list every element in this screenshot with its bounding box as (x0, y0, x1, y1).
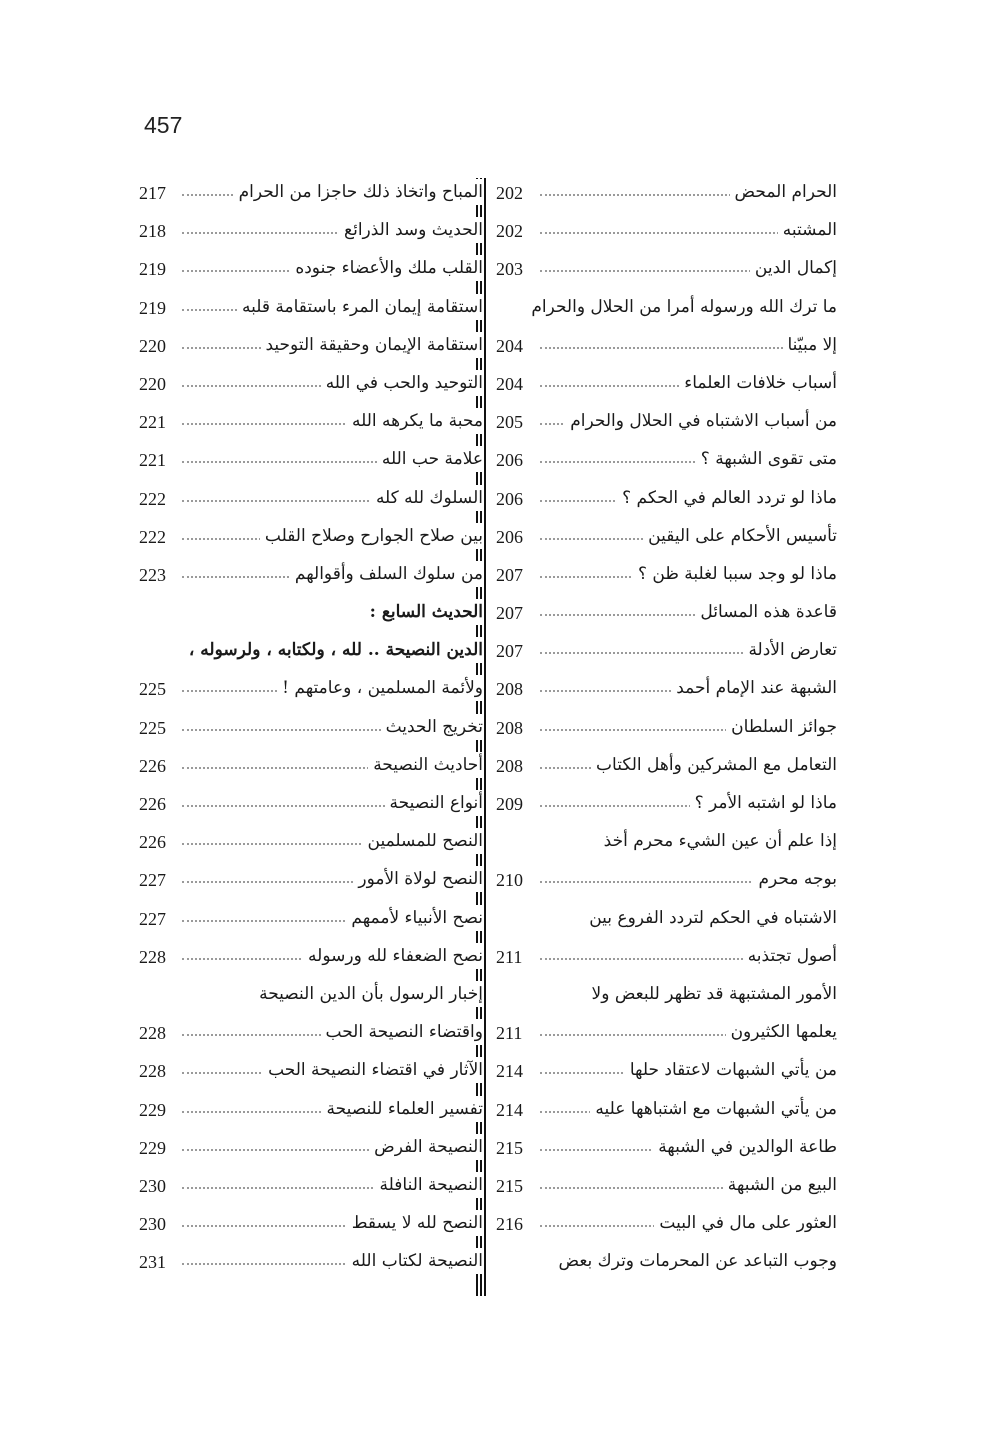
toc-entry-title: إلا مبيّنا (783, 332, 838, 358)
toc-entry (136, 595, 483, 633)
toc-entry-title: ولأئمة المسلمين ، وعامتهم ! (277, 675, 483, 701)
toc-entry-page: 229 (139, 1098, 179, 1122)
toc-entry-title: من يأتي الشبهات مع اشتباهها عليه (590, 1096, 837, 1122)
toc-entry-page: 206 (496, 525, 536, 549)
toc-entry (136, 442, 483, 480)
toc-entry-title: من يأتي الشبهات لاعتقاد حلها (625, 1057, 837, 1083)
toc-entry-title: يعلمها الكثيرون (726, 1019, 837, 1045)
toc-entry (136, 519, 483, 557)
toc-entry-title: المشتبه (778, 217, 837, 243)
toc-entry-title: الدين النصيحة .. لله ، ولكتابه ، ولرسوله ، (184, 637, 483, 663)
toc-entry-title: النصح لولاة الأمور (353, 866, 483, 892)
toc-entry (490, 939, 837, 977)
toc-entry (490, 519, 837, 557)
toc-entry-title: السلوك لله كله (371, 485, 483, 511)
toc-entry-title: النصيحة الفرض (369, 1134, 483, 1160)
toc-entry-page: 227 (139, 868, 179, 892)
toc-entry-title: محبة ما يكرهه الله (347, 408, 483, 434)
toc-entry-title: الأمور المشتبهة قد تظهر للبعض ولا (587, 981, 837, 1007)
toc-entry-title: أصول تجتذبه (743, 943, 837, 969)
toc-entry-page: 226 (139, 792, 179, 816)
toc-entry-title: إذا علم أن عين الشيء محرم أخذ (599, 828, 837, 854)
toc-entry (136, 213, 483, 251)
toc-entry (136, 748, 483, 786)
toc-entry-title: جوائز السلطان (726, 714, 837, 740)
toc-entry-page: 211 (496, 945, 536, 969)
toc-entry-title: واقتضاء النصيحة الحب (321, 1019, 483, 1045)
toc-entry (136, 671, 483, 709)
toc-entry-title: قاعدة هذه المسائل (695, 599, 837, 625)
toc-entry-title: النصح للمسلمين (363, 828, 483, 854)
toc-entry (490, 671, 837, 709)
toc-entry (490, 977, 837, 1015)
toc-entry (136, 175, 483, 213)
toc-entry-page: 230 (139, 1174, 179, 1198)
toc-entry-title: النصيحة لكتاب الله (347, 1248, 483, 1274)
toc-entry-title: أنواع النصيحة (385, 790, 484, 816)
toc-entry-page: 206 (496, 487, 536, 511)
toc-entry (136, 939, 483, 977)
toc-entry-page: 208 (496, 677, 536, 701)
toc-entry (136, 328, 483, 366)
toc-entry (490, 901, 837, 939)
toc-entry-page: 229 (139, 1136, 179, 1160)
toc-entry (136, 557, 483, 595)
toc-entry-title: الشبهة عند الإمام أحمد (671, 675, 837, 701)
toc-entry (136, 481, 483, 519)
toc-entry (490, 1015, 837, 1053)
toc-entry-title: نصح الضعفاء لله ورسوله (303, 943, 483, 969)
toc-entry-page: 217 (139, 181, 179, 205)
toc-entry-title: متى تقوى الشبهة ؟ (696, 446, 837, 472)
toc-entry-page: 220 (139, 334, 179, 358)
toc-entry-page: 215 (496, 1174, 536, 1198)
toc-entry-title: العثور على مال في البيت (654, 1210, 837, 1236)
toc-entry-title: بوجه محرم (753, 866, 837, 892)
toc-entry (490, 213, 837, 251)
toc-entry-title: تخريج الحديث (381, 714, 483, 740)
toc-entry-page: 231 (139, 1250, 179, 1274)
toc-entry (136, 1244, 483, 1282)
toc-entry (136, 1168, 483, 1206)
toc-entry-title: علامة حب الله (377, 446, 483, 472)
toc-entry-page: 203 (496, 257, 536, 281)
toc-entry (490, 251, 837, 289)
toc-entry-title: إكمال الدين (750, 255, 837, 281)
toc-entry-title: تعارض الأدلة (743, 637, 837, 663)
toc-entry-page: 225 (139, 677, 179, 701)
toc-entry (490, 1244, 837, 1282)
toc-entry (490, 595, 837, 633)
toc-entry-title: المباح واتخاذ ذلك حاجزا من الحرام (234, 179, 483, 205)
toc-entry-page: 226 (139, 754, 179, 778)
toc-entry (490, 290, 837, 328)
toc-entry (490, 481, 837, 519)
toc-entry-title: أسباب خلافات العلماء (679, 370, 837, 396)
toc-entry-title: الحديث وسد الذرائع (339, 217, 483, 243)
toc-entry (136, 977, 483, 1015)
toc-entry-title: الآثار في اقتضاء النصيحة الحب (263, 1057, 483, 1083)
toc-entry (490, 824, 837, 862)
toc-entry (490, 442, 837, 480)
toc-entry (136, 862, 483, 900)
toc-entry-title: التعامل مع المشركين وأهل الكتاب (591, 752, 837, 778)
toc-entry-page: 210 (496, 868, 536, 892)
toc-entry (136, 710, 483, 748)
toc-entry-page: 202 (496, 219, 536, 243)
toc-entry-title: ما ترك الله ورسوله أمرا من الحلال والحرام (526, 294, 837, 320)
toc-entry-page: 221 (139, 410, 179, 434)
toc-entry (490, 366, 837, 404)
toc-entry (136, 901, 483, 939)
toc-entry (490, 175, 837, 213)
toc-entry (136, 366, 483, 404)
toc-entry (136, 290, 483, 328)
toc-entry (490, 1053, 837, 1091)
toc-entry-title: وجوب التباعد عن المحرمات وترك بعض (554, 1248, 837, 1274)
toc-entry-page: 204 (496, 334, 536, 358)
toc-entry-page: 214 (496, 1059, 536, 1083)
toc-entry-title: من أسباب الاشتباه في الحلال والحرام (565, 408, 837, 434)
toc-entry-title: طاعة الوالدين في الشبهة (653, 1134, 837, 1160)
toc-entry-page: 227 (139, 907, 179, 931)
toc-entry-page: 228 (139, 945, 179, 969)
toc-entry (136, 824, 483, 862)
toc-entry-page: 223 (139, 563, 179, 587)
toc-entry-page: 208 (496, 716, 536, 740)
toc-entry-page: 214 (496, 1098, 536, 1122)
toc-entry-title: تأسيس الأحكام على اليقين (643, 523, 837, 549)
toc-entry-page: 228 (139, 1059, 179, 1083)
toc-entry (490, 710, 837, 748)
toc-entry-title: التوحيد والحب في الله (321, 370, 483, 396)
toc-entry (136, 786, 483, 824)
toc-entry-title: استقامة الإيمان وحقيقة التوحيد (261, 332, 484, 358)
toc-entry-page: 228 (139, 1021, 179, 1045)
page-number: 457 (144, 112, 183, 138)
toc-entry-title: من سلوك السلف وأقوالهم (290, 561, 483, 587)
toc-entry-page: 207 (496, 601, 536, 625)
toc-entry-page: 216 (496, 1212, 536, 1236)
toc-entry (490, 633, 837, 671)
toc-entry-page: 221 (139, 448, 179, 472)
toc-entry-title: بين صلاح الجوارح وصلاح القلب (260, 523, 483, 549)
toc-entry-page: 219 (139, 296, 179, 320)
toc-entry-title: الحديث السابع : (365, 599, 483, 625)
toc-entry-page: 206 (496, 448, 536, 472)
toc-entry (490, 1206, 837, 1244)
toc-entry (136, 404, 483, 442)
toc-entry-page: 230 (139, 1212, 179, 1236)
toc-entry-title: القلب ملك والأعضاء جنوده (290, 255, 483, 281)
toc-entry (490, 328, 837, 366)
toc-entry-title: الاشتباه في الحكم لتردد الفروع بين (584, 905, 837, 931)
toc-entry-page: 225 (139, 716, 179, 740)
toc-entry-page: 207 (496, 639, 536, 663)
toc-entry-title: ماذا لو اشتبه الأمر ؟ (690, 790, 837, 816)
toc-entry (490, 862, 837, 900)
toc-entry (136, 1053, 483, 1091)
toc-entry-title: أحاديث النصيحة (368, 752, 483, 778)
toc-entry-page: 211 (496, 1021, 536, 1045)
toc-entry-page: 220 (139, 372, 179, 396)
left-column (136, 175, 483, 1282)
toc-entry (490, 786, 837, 824)
toc-entry-title: النصح لله لا يسقط (347, 1210, 483, 1236)
toc-entry (136, 1206, 483, 1244)
toc-entry-page: 209 (496, 792, 536, 816)
toc-entry-title: ماذا لو وجد سببا لغلبة ظن ؟ (633, 561, 837, 587)
right-column (490, 175, 837, 1282)
toc-entry-page: 222 (139, 487, 179, 511)
toc-entry (490, 1092, 837, 1130)
toc-entry-title: ماذا لو تردد العالم في الحكم ؟ (617, 485, 837, 511)
toc-entry (136, 633, 483, 671)
toc-entry-page: 218 (139, 219, 179, 243)
toc-entry-page: 222 (139, 525, 179, 549)
toc-entry-title: البيع من الشبهة (723, 1172, 837, 1198)
toc-entry (136, 1015, 483, 1053)
toc-entry-title: النصيحة النافلة (375, 1172, 483, 1198)
toc-entry-page: 208 (496, 754, 536, 778)
toc-entry-page: 205 (496, 410, 536, 434)
toc-entry (490, 1130, 837, 1168)
toc-entry (136, 1130, 483, 1168)
toc-entry-page: 207 (496, 563, 536, 587)
toc-entry-page: 202 (496, 181, 536, 205)
toc-entry (490, 557, 837, 595)
toc-entry (136, 251, 483, 289)
toc-entry (490, 404, 837, 442)
toc-entry-title: استقامة إيمان المرء باستقامة قلبه (237, 294, 483, 320)
toc-entry-title: تفسير العلماء للنصيحة (322, 1096, 483, 1122)
toc-entry-title: نصح الأنبياء لأممهم (346, 905, 483, 931)
toc-entry-page: 219 (139, 257, 179, 281)
toc-entry (490, 1168, 837, 1206)
toc-entry-page: 226 (139, 830, 179, 854)
toc-entry-page: 215 (496, 1136, 536, 1160)
toc-entry (136, 1092, 483, 1130)
toc-entry-title: إخبار الرسول بأن الدين النصيحة (254, 981, 483, 1007)
toc-entry-title: الحرام المحض (730, 179, 837, 205)
toc-entry (490, 748, 837, 786)
toc-entry-page: 204 (496, 372, 536, 396)
